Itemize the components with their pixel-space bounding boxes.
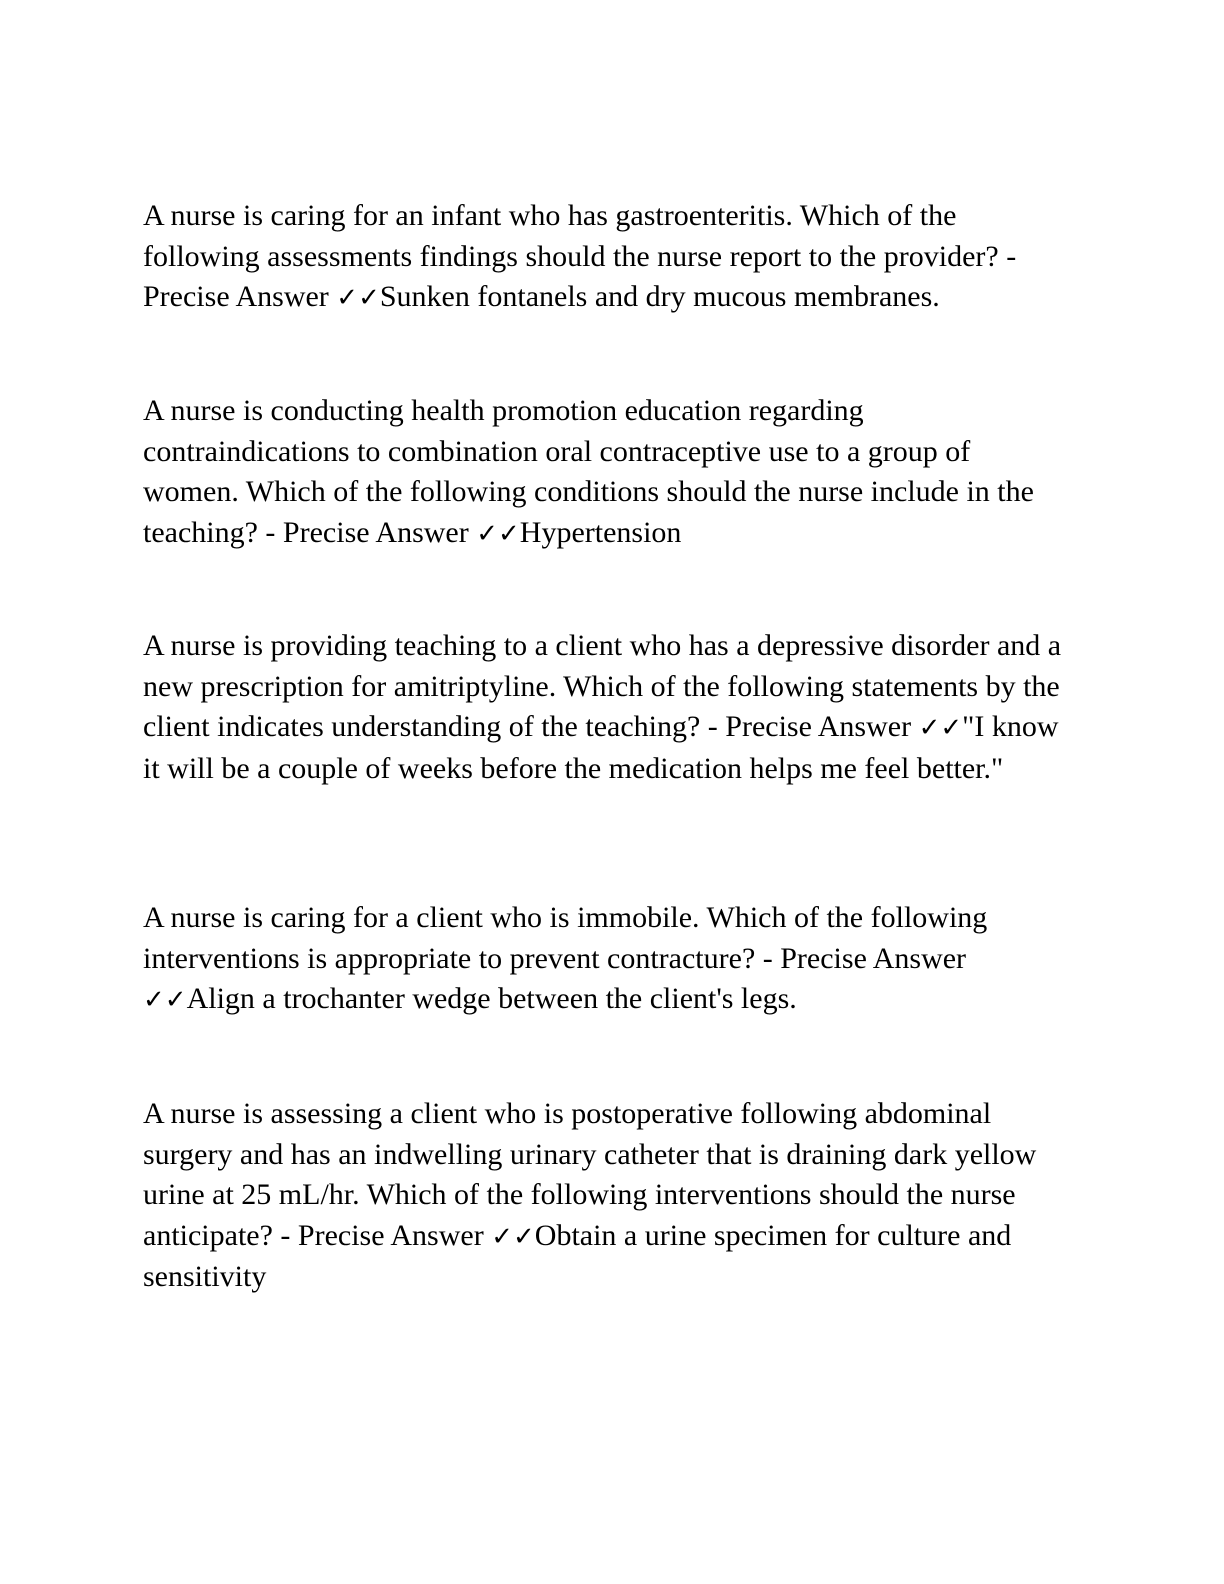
check-mark-icon: ✓✓	[336, 283, 380, 313]
check-mark-icon: ✓✓	[918, 713, 963, 743]
qa-item	[143, 626, 1063, 789]
question-text: A nurse is assessing a client who is postoperative following abdominal surgery and has an indwelling urinary catheter that is draining dark yellow urine at 25 mL/hr. Which of the following interventions should the nurse anticipate? - Precise Answer	[143, 1097, 1037, 1252]
answer-text: Sunken fontanels and dry mucous membranes.	[379, 280, 940, 313]
check-mark-icon: ✓✓	[143, 985, 187, 1015]
answer-text: Obtain a urine specimen for culture and sensitivity	[143, 1218, 1012, 1293]
qa-item	[143, 898, 1063, 1021]
check-mark-icon: ✓✓	[491, 1221, 535, 1252]
answer-text: "I know it will be a couple of weeks before the medication helps me feel better."	[143, 710, 1059, 785]
question-text: A nurse is providing teaching to a client who has a depressive disorder and a new prescription for amitriptyline. Which of the following statements by the client indicates understanding of the teaching? - Precise Answer	[143, 629, 1062, 743]
check-mark-icon: ✓✓	[476, 518, 520, 549]
qa-item	[143, 391, 1063, 554]
question-text: A nurse is conducting health promotion education regarding contraindications to combination oral contraceptive use to a group of women. Which of the following conditions should the nurse include in the teaching? - Precise Answer	[143, 394, 1034, 549]
question-text: A nurse is caring for a client who is immobile. Which of the following interventions is appropriate to prevent contracture? - Precise Answer	[143, 901, 988, 975]
qa-item	[143, 196, 1063, 319]
qa-item	[143, 1094, 1063, 1298]
answer-text: Hypertension	[519, 515, 682, 549]
question-text: A nurse is caring for an infant who has gastroenteritis. Which of the following assessments findings should the nurse report to the provider? - Precise Answer	[143, 199, 1017, 313]
answer-text: Align a trochanter wedge between the client's legs.	[186, 982, 797, 1015]
